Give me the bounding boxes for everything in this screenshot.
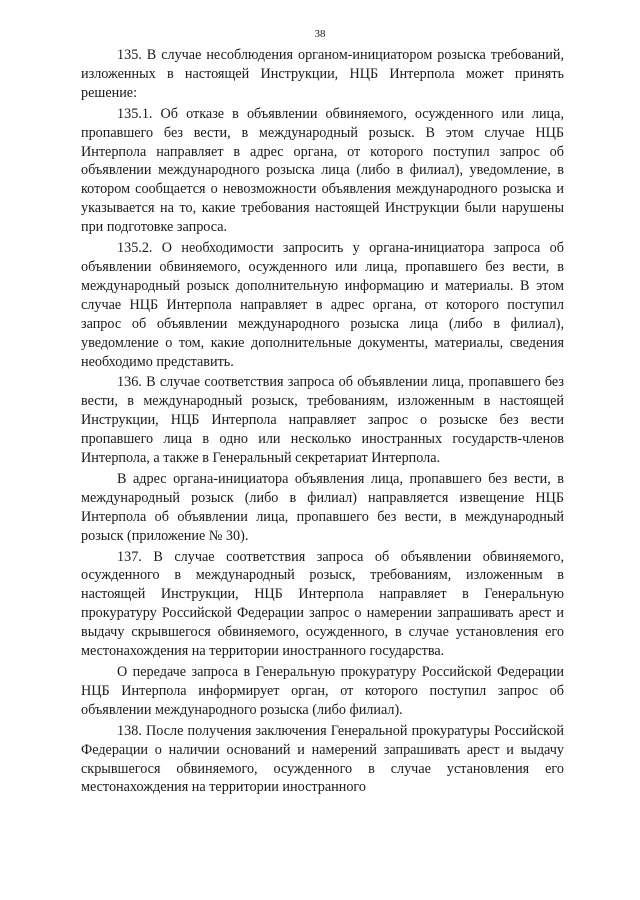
document-body <box>81 46 564 799</box>
paragraph-137-transfer: О передаче запроса в Генеральную прокуратуру Российской Федерации НЦБ Интерпола информирует орган, от которого поступил запрос об объявлении международного розыска (либо филиал). <box>81 664 564 718</box>
paragraph-136-notice: В адрес органа-инициатора объявления лица, пропавшего без вести, в международный розыск (либо в филиал) направляется извещение НЦБ Интерпола об объявлении лица, пропавшего без вести, в международный розыск (приложение № 30). <box>81 470 564 544</box>
paragraph-138: 138. После получения заключения Генеральной прокуратуры Российской Федерации о наличии оснований и намерений запрашивать арест и выдачу скрывшегося обвиняемого, осужденного в случае установления его местонахождения на территории иностранного <box>81 722 564 796</box>
paragraph-137: 137. В случае соответствия запроса об объявлении обвиняемого, осужденного в международный розыск, требованиям, изложенным в настоящей Инструкции, НЦБ Интерпола направляет в Генеральную прокуратуру Российской Федерации запрос о намерении запрашивать арест и выдачу скрывшегося обвиняемого, осужденного, в случае установления его местонахождения на территории иностранного государства. <box>81 548 564 660</box>
paragraph-136: 136. В случае соответствия запроса об объявлении лица, пропавшего без вести, в международный розыск, требованиям, изложенным в настоящей Инструкции, НЦБ Интерпола направляет запрос о розыске без вести пропавшего лица в одно или несколько иностранных государств-членов Интерпола, а также в Генеральный секретариат Интерпола. <box>81 374 564 467</box>
paragraph-135-1: 135.1. Об отказе в объявлении обвиняемого, осужденного или лица, пропавшего без вести, в международный розыск. В этом случае НЦБ Интерпола направляет в адрес органа, от которого поступил запрос об объявлении международного розыска лица (либо в филиал), уведомление, в котором сообщается о невозможности объявления международного розыска и указывается на то, какие требования настоящей Инструкции были нарушены при подготовке запроса. <box>81 105 564 236</box>
paragraph-135-2: 135.2. О необходимости запросить у органа-инициатора запроса об объявлении обвиняемого, осужденного или лица, пропавшего без вести, в международный розыск дополнительную информацию и материалы. В этом случае НЦБ Интерпола направляет в адрес органа, от которого поступил запрос об объявлении международного розыска лица (либо в филиал), уведомление о том, какие дополнительные документы, материалы, сведения необходимо представить. <box>81 240 564 370</box>
page-number: 38 <box>314 28 326 40</box>
paragraph-135: 135. В случае несоблюдения органом-инициатором розыска требований, изложенных в настоящей Инструкции, НЦБ Интерпола может принять решение: <box>81 47 564 101</box>
